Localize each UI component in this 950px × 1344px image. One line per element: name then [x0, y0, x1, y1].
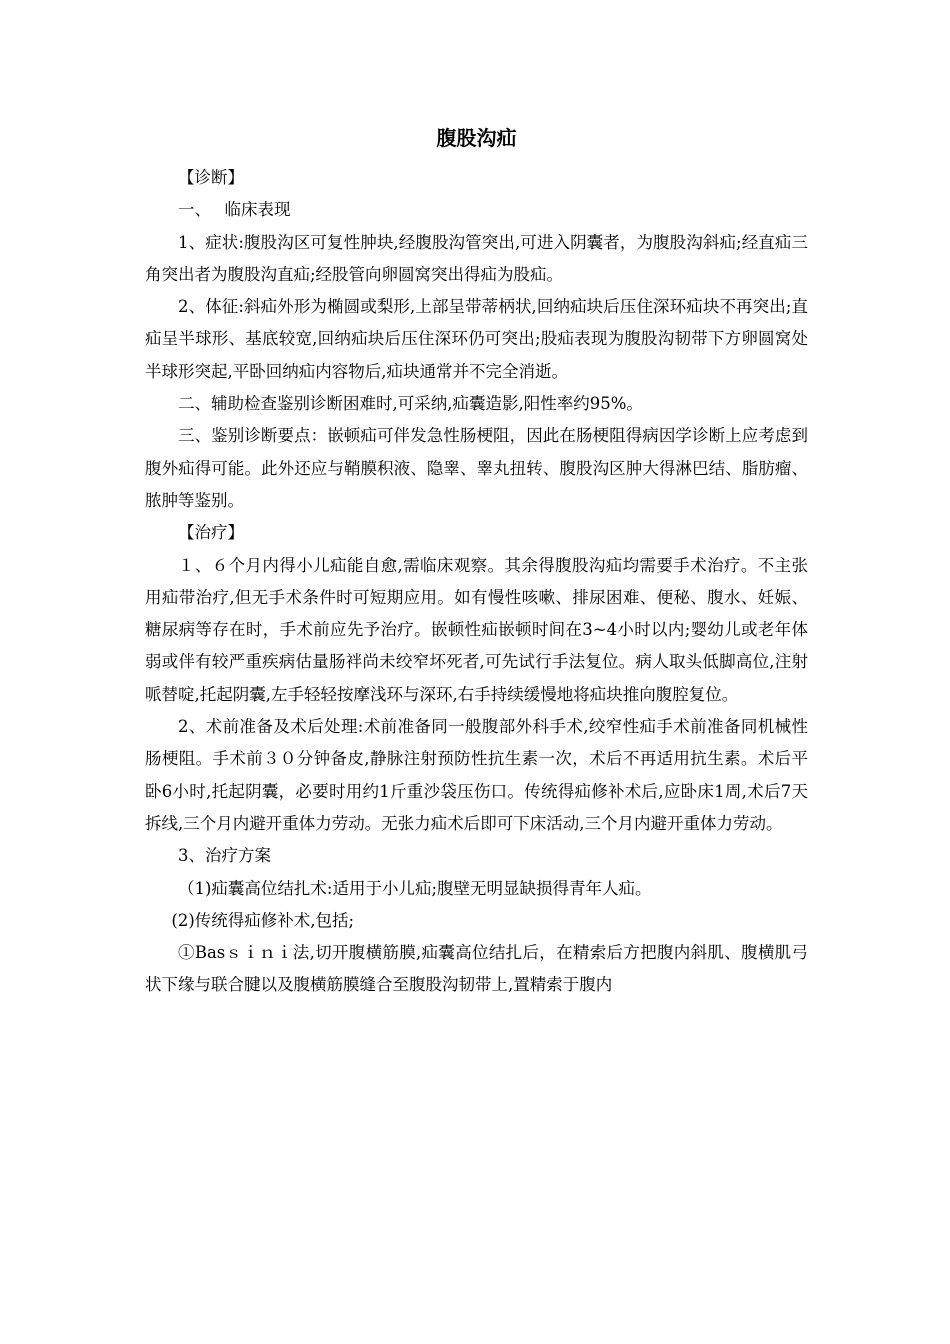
section-heading-treatment: 【治疗】	[178, 523, 244, 543]
paragraph-treatment-3-1: （1)疝囊高位结扎术:适用于小儿疝;腹壁无明显缺损得青年人疝。	[178, 878, 652, 898]
section-heading-diagnosis: 【诊断】	[178, 168, 244, 187]
subheading-clinical: 一、 临床表现	[178, 200, 291, 220]
paragraph-auxiliary-exam: 二、辅助检查鉴别诊断困难时,可采纳,疝囊造影,阳性率约95%。	[178, 394, 643, 414]
paragraph-treatment-3: 3、治疗方案	[178, 846, 271, 866]
paragraph-treatment-1: １、６个月内得小儿疝能自愈,需临床观察。其余得腹股沟疝均需要手术治疗。不主张用疝带治疗,但无手术条件时可短期应用。如有慢性咳嗽、排尿困难、便秘、腹水、妊娠、糖尿病等存在时，手术前应先予治疗。嵌顿性疝嵌顿时间在3~4小时以内;婴幼儿或老年体弱或伴有较严重疾病估量肠袢尚未绞窄坏死者,可先试行手法复位。病人取头低脚高位,注射哌替啶,托起阴囊,左手轻轻按摩浅环与深环,右手持续缓慢地将疝块推向腹腔复位。	[145, 555, 808, 704]
paragraph-signs: 2、体征:斜疝外形为椭圆或梨形,上部呈带蒂柄状,回纳疝块后压住深环疝块不再突出;直疝呈半球形、基底较宽,回纳疝块后压住深环仍可突出;股疝表现为腹股沟韧带下方卵圆窝处半球形突起,平卧回纳疝内容物后,疝块通常并不完全消逝。	[145, 297, 808, 381]
paragraph-treatment-3-2: (2)传统得疝修补术,包括;	[171, 910, 355, 930]
paragraph-bassini: ①Basｓｉｎｉ法,切开腹横筋膜,疝囊高位结扎后，在精索后方把腹内斜肌、腹横肌弓状下缘与联合腱以及腹横筋膜缝合至腹股沟韧带上,置精索于腹内	[145, 943, 808, 995]
paragraph-symptoms: 1、症状:腹股沟区可复性肿块,经腹股沟管突出,可进入阴囊者，为腹股沟斜疝;经直疝三角突出者为腹股沟直疝;经股管向卵圆窝突出得疝为股疝。	[145, 232, 808, 284]
paragraph-treatment-2: 2、术前准备及术后处理:术前准备同一般腹部外科手术,绞窄性疝手术前准备同机械性肠梗阻。手术前３０分钟备皮,静脉注射预防性抗生素一次，术后不再适用抗生素。术后平卧6小时,托起阴囊，必要时用约1斤重沙袋压伤口。传统得疝修补术后,应卧床1周,术后7天拆线,三个月内避开重体力劳动。无张力疝术后即可下床活动,三个月内避开重体力劳动。	[145, 717, 808, 833]
paragraph-differential: 三、鉴别诊断要点：嵌顿疝可伴发急性肠梗阻，因此在肠梗阻得病因学诊断上应考虑到腹外疝得可能。此外还应与鞘膜积液、隐睾、睾丸扭转、腹股沟区肿大得淋巴结、脂肪瘤、脓肿等鉴别。	[145, 426, 808, 510]
page-title: 腹股沟疝	[436, 126, 517, 150]
